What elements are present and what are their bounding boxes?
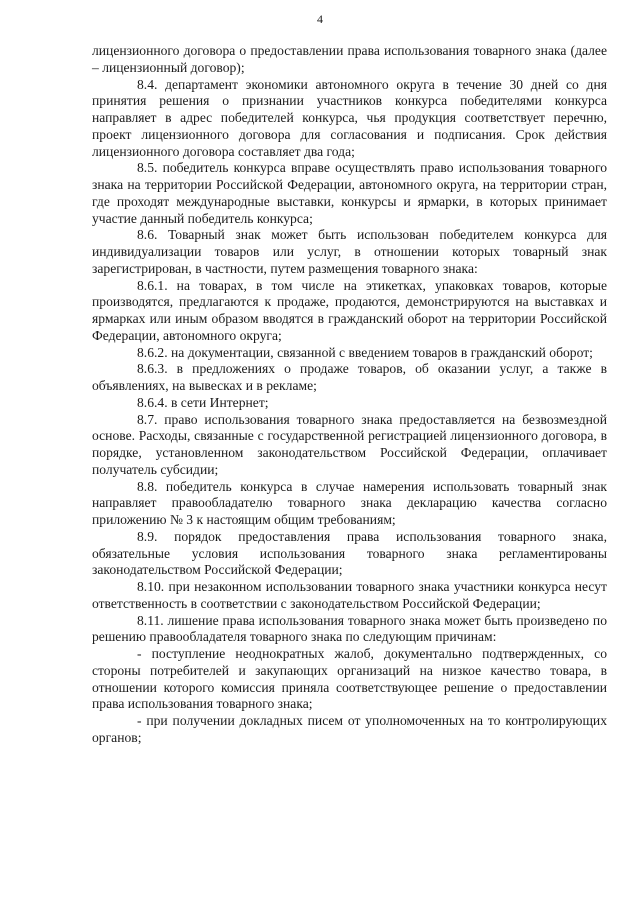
paragraph: 8.8. победитель конкурса в случае намерения использовать товарный знак направляет правообладателю товарного знака декларацию качества согласно приложению № 3 к настоящим общим требованиям; bbox=[92, 478, 607, 527]
paragraph: 8.4. департамент экономики автономного округа в течение 30 дней со дня принятия решения о признании участников конкурса победителями конкурса направляет в адрес победителей конкурса, чья продукция соответствует перечню, проект лицензионного договора для согласования и подписания. Срок действия лицензионного договора составляет два года; bbox=[92, 76, 607, 159]
paragraph: 8.5. победитель конкурса вправе осуществлять право использования товарного знака на территории Российской Федерации, автономного округа, на территории стран, где проходят международные выставки, конкурсы и ярмарки, в которых принимает участие данный победитель конкурса; bbox=[92, 160, 607, 226]
document-body bbox=[92, 43, 607, 747]
paragraph: лицензионного договора о предоставлении права использования товарного знака (далее – лицензионный договор); bbox=[92, 43, 607, 75]
paragraph: 8.10. при незаконном использовании товарного знака участники конкурса несут ответственность в соответствии с законодательством Российской Федерации; bbox=[92, 579, 607, 611]
paragraph: 8.11. лишение права использования товарного знака может быть произведено по решению правообладателя товарного знака по следующим причинам: bbox=[92, 612, 607, 645]
paragraph: 8.6.3. в предложениях о продаже товаров, об оказании услуг, а также в объявлениях, на вывесках и в рекламе; bbox=[92, 361, 607, 393]
page-number: 4 bbox=[317, 12, 323, 26]
paragraph: 8.9. порядок предоставления права использования товарного знака, обязательные условия использования товарного знака регламентированы законодательством Российской Федерации; bbox=[92, 528, 607, 578]
paragraph: 8.6.4. в сети Интернет; bbox=[137, 394, 269, 410]
paragraph: - поступление неоднократных жалоб, документально подтвержденных, со стороны потребителей и закупающих организаций на низкое качество товара, в отношении которого комиссия приняла соответствующее решение о предоставлении права использования товарного знака; bbox=[92, 646, 607, 712]
paragraph: 8.6.1. на товарах, в том числе на этикетках, упаковках товаров, которые производятся, предлагаются к продаже, продаются, демонстрируются на выставках и ярмарках или иным образом вводятся в гражданский оборот на территории Российской Федерации, автономного округа; bbox=[92, 277, 607, 343]
paragraph: - при получении докладных писем от уполномоченных на то контролирующих органов; bbox=[92, 713, 607, 745]
paragraph: 8.6. Товарный знак может быть использован победителем конкурса для индивидуализации товаров или услуг, в отношении которых товарный знак зарегистрирован, в частности, путем размещения товарного знака: bbox=[92, 227, 607, 276]
paragraph: 8.6.2. на документации, связанной с введением товаров в гражданский оборот; bbox=[137, 344, 593, 360]
paragraph: 8.7. право использования товарного знака предоставляется на безвозмездной основе. Расходы, связанные с государственной регистрацией лицензионного договора, в порядке, установленном законодательством Российской Федерации, оплачивает получатель субсидии; bbox=[92, 411, 607, 477]
